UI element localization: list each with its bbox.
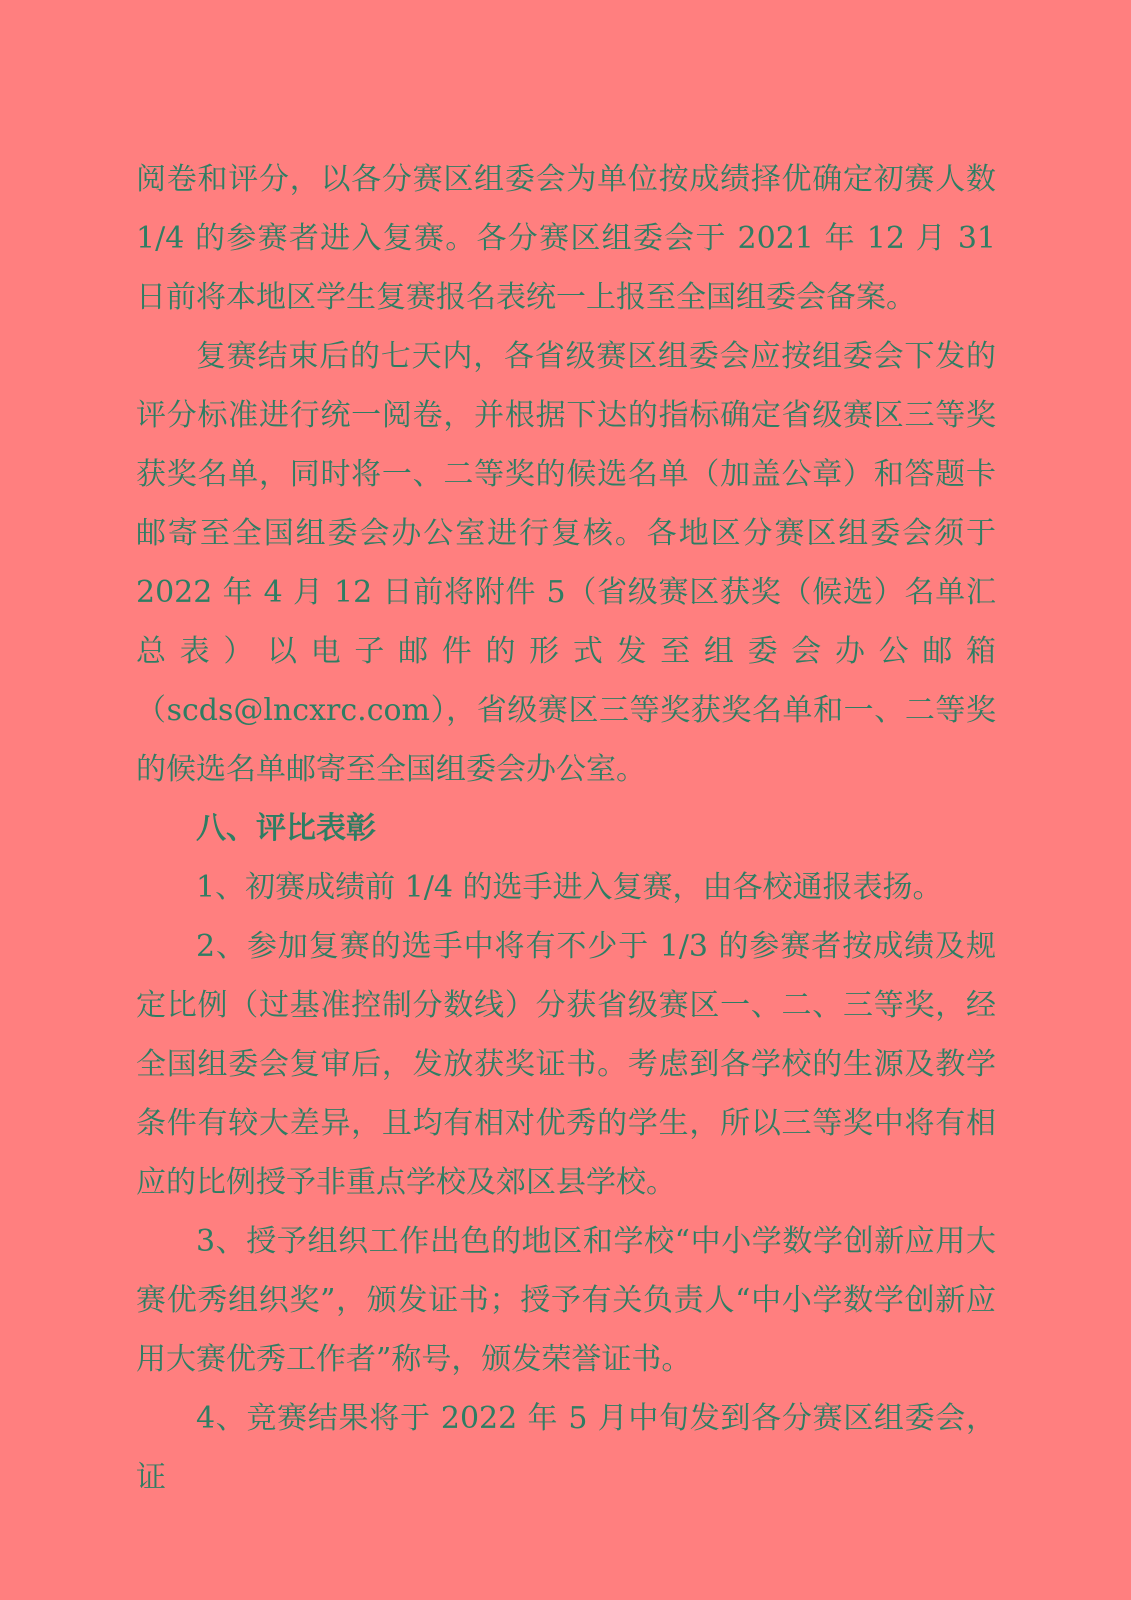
paragraph-continuation: 阅卷和评分，以各分赛区组委会为单位按成绩择优确定初赛人数1/4 的参赛者进入复赛。各分赛区组委会于 2021 年 12 月 31 日前将本地区学生复赛报名表统一上报至全国组委会备案。	[136, 162, 996, 315]
document-page	[136, 150, 996, 1507]
section-heading: 八、评比表彰	[196, 811, 376, 846]
list-item: 2、参加复赛的选手中将有不少于 1/3 的参赛者按成绩及规定比例（过基准控制分数线）分获省级赛区一、二、三等奖，经全国组委会复审后，发放获奖证书。考虑到各学校的生源及教学条件有较大差异，且均有相对优秀的学生，所以三等奖中将有相应的比例授予非重点学校及郊区县学校。	[136, 929, 996, 1200]
list-item: 3、授予组织工作出色的地区和学校“中小学数学创新应用大赛优秀组织奖”，颁发证书；授予有关负责人“中小学数学创新应用大赛优秀工作者”称号，颁发荣誉证书。	[136, 1224, 996, 1377]
list-item: 1、初赛成绩前 1/4 的选手进入复赛，由各校通报表扬。	[196, 870, 943, 905]
paragraph-review-process: 复赛结束后的七天内，各省级赛区组委会应按组委会下发的评分标准进行统一阅卷，并根据下达的指标确定省级赛区三等奖获奖名单，同时将一、二等奖的候选名单（加盖公章）和答题卡邮寄至全国组委会办公室进行复核。各地区分赛区组委会须于 2022 年 4 月 12 日前将附件 5（省级赛区获奖（候选）名单汇总表）以电子邮件的形式发至组委会办公邮箱（scds@lncxrc.com），省级赛区三等奖获奖名单和一、二等奖的候选名单邮寄至全国组委会办公室。	[136, 339, 996, 787]
list-item: 4、竞赛结果将于 2022 年 5 月中旬发到各分赛区组委会，证	[136, 1401, 996, 1495]
